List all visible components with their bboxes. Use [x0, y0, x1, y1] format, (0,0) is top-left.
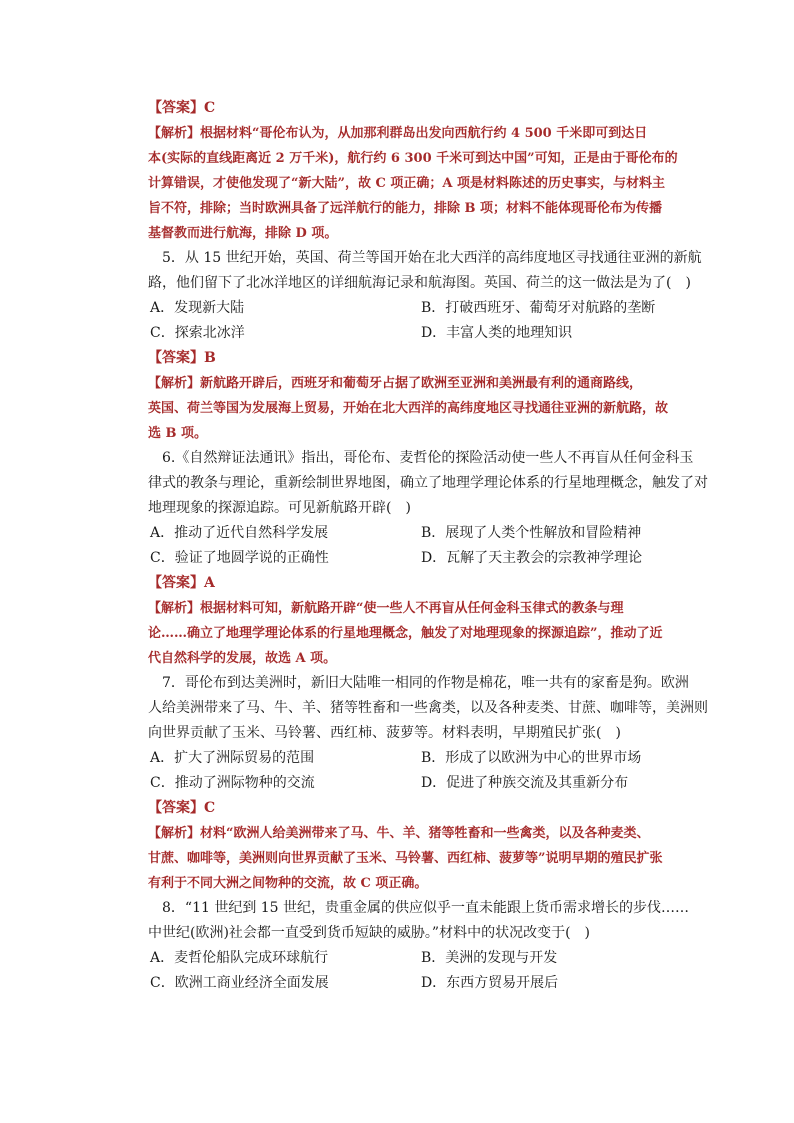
q5-stem-line-1: 5．从 15 世纪开始，英国、荷兰等国开始在北大西洋的高纬度地区寻找通往亚洲的新航 [162, 250, 702, 266]
q8-option-d: D．东西方贸易开展后 [420, 975, 559, 991]
q6-option-b: B．展现了人类个性解放和冒险精神 [420, 525, 642, 541]
q7-analysis-line-1: 【解析】材料“欧洲人给美洲带来了马、牛、羊、猪等牲畜和一些禽类，以及各种麦类、 [148, 826, 650, 841]
q4-answer-line [148, 96, 668, 121]
q6-option-a: A．推动了近代自然科学发展 [150, 525, 329, 541]
q6-stem-line-1: 6.《自然辩证法通讯》指出，哥伦布、麦哲伦的探险活动使一些人不再盲从任何金科玉 [162, 450, 694, 466]
q5-answer: B [204, 350, 216, 366]
q8-option-a: A．麦哲伦船队完成环球航行 [150, 950, 329, 966]
q4-answer: C [204, 100, 216, 116]
q4-analysis-line-2: 本(实际的直线距离近 2 万千米)，航行约 6 300 千米可到达中国”可知，正是由于哥伦布的 [148, 151, 678, 166]
q7-option-a: A．扩大了洲际贸易的范围 [150, 750, 315, 766]
q4-analysis-line-4: 旨不符，排除；当时欧洲具备了远洋航行的能力，排除 B 项；材料不能体现哥伦布为传播 [148, 201, 663, 216]
q6-option-d: D．瓦解了天主教会的宗教神学理论 [420, 550, 643, 566]
q6-answer: A [204, 575, 215, 591]
q5-option-b: B．打破西班牙、葡萄牙对航路的垄断 [420, 300, 656, 316]
q7-option-c: C．推动了洲际物种的交流 [150, 775, 315, 791]
q4-analysis-line-3: 计算错误，才使他发现了“新大陆”，故 C 项正确；A 项是材料陈述的历史事实，与材料主 [148, 176, 665, 191]
answer-label: 【答案】 [148, 575, 204, 591]
q6-analysis-line-1: 【解析】根据材料可知，新航路开辟“使一些人不再盲从任何金科玉律式的教条与理 [148, 601, 624, 616]
q8-option-b: B．美洲的发现与开发 [420, 950, 558, 966]
answer-label: 【答案】 [148, 350, 204, 366]
analysis-label: 【解析】 [148, 826, 201, 841]
q7-stem-line-1: 7．哥伦布到达美洲时，新旧大陆唯一相同的作物是棉花，唯一共有的家畜是狗。欧洲 [162, 675, 689, 691]
document-page [148, 96, 708, 996]
q7-option-d: D．促进了种族交流及其重新分布 [420, 775, 629, 791]
q8-options-row-2 [148, 971, 668, 996]
q8-stem-line-2: 中世纪(欧洲)社会都一直受到货币短缺的威胁。”材料中的状况改变于( ) [148, 925, 591, 941]
analysis-label: 【解析】 [148, 601, 201, 616]
q7-option-b: B．形成了以欧洲为中心的世界市场 [420, 750, 642, 766]
q4-analysis-line-5: 基督教而进行航海，排除 D 项。 [148, 226, 338, 241]
q6-answer-line [148, 571, 668, 596]
q6-stem-line-3: 地理现象的探源追踪。可见新航路开辟( ) [148, 500, 411, 516]
q6-analysis-line-3: 代自然科学的发展，故选 A 项。 [148, 651, 337, 666]
q7-analysis-line-3: 有利于不同大洲之间物种的交流，故 C 项正确。 [148, 876, 428, 891]
q5-options-row-1 [148, 296, 668, 321]
q6-options-row-1 [148, 521, 668, 546]
q6-option-c: C．验证了地圆学说的正确性 [150, 550, 329, 566]
q5-option-c: C．探索北冰洋 [150, 325, 245, 341]
q7-analysis-line-2: 甘蔗、咖啡等，美洲则向世界贡献了玉米、马铃薯、西红柿、菠萝等”说明早期的殖民扩张 [148, 851, 663, 866]
q8-option-c: C．欧洲工商业经济全面发展 [150, 975, 329, 991]
q5-analysis-line-1: 【解析】新航路开辟后，西班牙和葡萄牙占据了欧洲至亚洲和美洲最有利的通商路线， [148, 376, 643, 391]
answer-label: 【答案】 [148, 800, 204, 816]
q6-options-row-2 [148, 546, 668, 571]
q7-options-row-2 [148, 771, 668, 796]
q5-answer-line [148, 346, 668, 371]
q6-stem-line-2: 律式的教条与理论，重新绘制世界地图，确立了地理学理论体系的行星地理概念，触发了对 [148, 475, 708, 491]
q7-stem-line-2: 人给美洲带来了马、牛、羊、猪等牲畜和一些禽类，以及各种麦类、甘蔗、咖啡等，美洲则 [148, 700, 708, 716]
q8-stem-line-1: 8．“11 世纪到 15 世纪，贵重金属的供应似乎一直未能跟上货币需求增长的步伐…… [162, 900, 690, 916]
q8-options-row-1 [148, 946, 668, 971]
q5-options-row-2 [148, 321, 668, 346]
analysis-label: 【解析】 [148, 376, 201, 391]
q5-stem-line-2: 路，他们留下了北冰洋地区的详细航海记录和航海图。英国、荷兰的这一做法是为了( ) [148, 275, 691, 291]
q7-options-row-1 [148, 746, 668, 771]
q5-analysis-line-2: 英国、荷兰等国为发展海上贸易，开始在北大西洋的高纬度地区寻找通往亚洲的新航路，故 [148, 401, 669, 416]
q5-option-a: A．发现新大陆 [150, 300, 245, 316]
q5-analysis-line-3: 选 B 项。 [148, 426, 208, 441]
analysis-label: 【解析】 [148, 126, 201, 141]
q7-answer: C [204, 800, 216, 816]
q5-option-d: D．丰富人类的地理知识 [420, 325, 573, 341]
q4-analysis-line-1: 【解析】根据材料“哥伦布认为，从加那利群岛出发向西航行约 4 500 千米即可到达日 [148, 126, 648, 141]
q7-stem-line-3: 向世界贡献了玉米、马铃薯、西红柿、菠萝等。材料表明，早期殖民扩张( ) [148, 725, 621, 741]
q6-analysis-line-2: 论……确立了地理学理论体系的行星地理概念，触发了对地理现象的探源追踪”，推动了近 [148, 626, 663, 641]
q7-answer-line [148, 796, 668, 821]
answer-label: 【答案】 [148, 100, 204, 116]
